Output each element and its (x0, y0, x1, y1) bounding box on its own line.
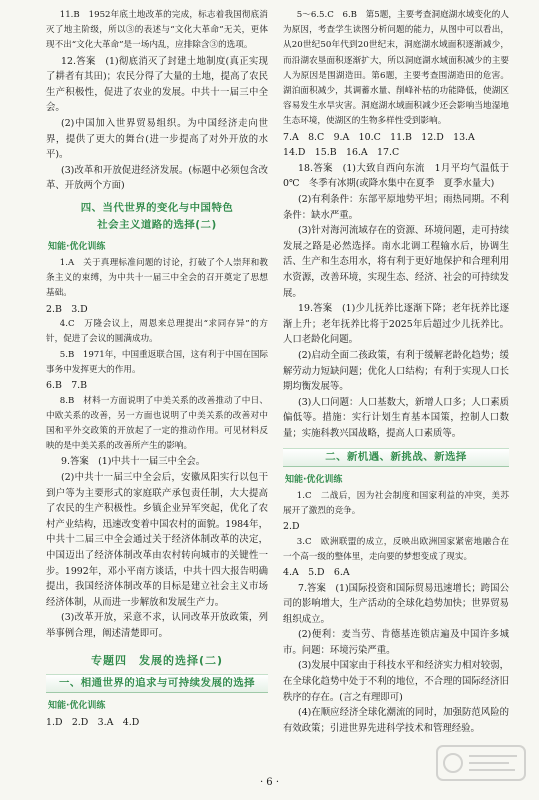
answer-paragraph: (3)人口问题：人口基数大，新增人口多；人口素质偏低等。措施：实行计划生育基本国策，控制人口数量；实施科教兴国战略，提高人口素质等。 (283, 396, 509, 439)
section-tag: 知能·优化训练 (48, 241, 106, 252)
answer-paragraph: 1.C 二战后，因为社会制度和国家利益的冲突，美苏展开了激烈的竞争。 (283, 490, 509, 516)
section-heading-line: 社会主义道路的选择(二) (97, 218, 217, 231)
answer-paragraph: 18.答案 (1)大致自西向东流 1月平均气温低于0℃ 冬季有冰期(或降水集中在夏季 夏季水量大) (283, 162, 509, 190)
answer-paragraph: 12.答案 (1)彻底消灭了封建土地制度(真正实现了耕者有其田)；农民分得了大量的土地，提高了农民生产积极性，促进了农业的发展。中共十一届三中全会。 (46, 55, 268, 114)
answer-paragraph: 19.答案 (1)少儿抚养比逐渐下降；老年抚养比逐渐上升；老年抚养比将于2025年后超过少儿抚养比。人口老龄化问题。 (283, 303, 509, 346)
answer-paragraph: (2)中共十一届三中全会后，安徽凤阳实行以包干到户等为主要形式的家庭联产承包责任制，大大提高了农民的生产积极性。乡镇企业异军突起，优化了农村产业结构，迅速改变着中国农村的面貌。1984年，中共十二届三中全会通过关于经济体制改革的决定，中国迈出了经济体制改革由农村转向城市的关键性一步。1992年，邓小平南方谈话，中共十四大报告明确提出，我国经济体制改革的目标是建立社会主义市场经济体制，从而进一步解放和发展生产力。 (46, 471, 268, 608)
answer-paragraph: 4.C 万隆会议上，周恩来总理提出“求同存异”的方针，促进了会议的圆满成功。 (46, 319, 268, 345)
answer-paragraph: (3)针对海河流域存在的资源、环境问题，走可持续发展之路是必然选择。南水北调工程输水后，协调生活、生产和生态用水，将有利于更好地保护和合理利用水资源，改善环境，实现生态、经济、社会的可持续发展。 (283, 225, 509, 299)
section-heading (46, 674, 268, 693)
section-tag: 知能·优化训练 (285, 474, 343, 485)
answer-paragraph: (2)有利条件：东部平原地势平坦；雨热同期。不利条件：缺水严重。 (283, 194, 509, 221)
section-heading-line: 二、新机遇、新挑战、新选择 (325, 450, 467, 463)
answer-paragraph: 5.B 1971年，中国重返联合国，这有利于中国在国际事务中发挥更大的作用。 (46, 349, 269, 375)
section-tag: 知能·优化训练 (48, 700, 106, 711)
answer-paragraph: (2)启动全面二孩政策，有利于缓解老龄化趋势；缓解劳动力短缺问题；优化人口结构；有利于实现人口长期均衡发展等。 (283, 349, 509, 393)
answer-paragraph: 11.B 1952年底土地改革的完成，标志着我国彻底消灭了地主阶级，所以③的表述与“文化大革命”无关，更体现不出“文化大革命”是一场内乱，应排除含③的选项。 (46, 10, 268, 51)
section-heading (46, 200, 268, 234)
answer-paragraph: (4)在顺应经济全球化潮流的同时，加强防范风险的有效政策；引进世界先进科学技术和管理经验。 (283, 707, 509, 734)
section-heading (283, 448, 509, 467)
answer-paragraph: (2)中国加入世界贸易组织。为中国经济走向世界，提供了更大的舞台(进一步提高了对外开放的水平)。 (46, 117, 268, 161)
answer-paragraph: (3)发展中国家由于科技水平和经济实力相对较弱，在全球化趋势中处于不利的地位，不合理的国际经济旧秩序的存在。(言之有理即可) (283, 660, 509, 703)
answer-paragraph: 1.A 关于真理标准问题的讨论，打破了个人崇拜和教条主义的束缚，为中共十一届三中全会的召开奠定了思想基础。 (46, 257, 268, 299)
answer-paragraph: 6.B 7.B (46, 379, 88, 391)
answer-paragraph: (3)改革开放，采意不求，认同改革开放政策，列举事例合理，阐述清楚即可。 (46, 612, 268, 639)
answer-paragraph: 4.A 5.D 6.A (283, 566, 350, 578)
section-heading-line: 四、当代世界的变化与中国特色 (80, 201, 234, 214)
answer-paragraph: 7.A 8.C 9.A 10.C 11.B 12.D 13.A (283, 131, 475, 143)
answer-paragraph: 1.D 2.D 3.A 4.D (46, 716, 140, 728)
answer-paragraph: (3)改革和开放促进经济发展。(标题中必须包含改革、开放两个方面) (46, 164, 268, 192)
page-number: · 6 · (259, 777, 280, 788)
right-column (283, 8, 509, 736)
answer-paragraph: 3.C 欧洲联盟的成立，反映出欧洲国家紧密地融合在一个高一级的整体里，走向要的梦想变成了现实。 (283, 536, 509, 562)
left-column (46, 8, 268, 730)
section-heading-line: 一、相通世界的追求与可持续发展的选择 (58, 676, 256, 689)
answer-paragraph: 2.D (283, 520, 300, 532)
answer-paragraph: 5～6.5.C 6.B 第5题，主要考查洞庭湖水域变化的人为原因，考查学生读图分析问题的能力，从图中可以看出，从20世纪50年代到20世纪末，洞庭湖水域面积逐渐减少，而沿湖农垦面积逐渐扩大，所以洞庭湖水域面积减少的主要人为原因是围湖造田。第6题，主要考查围湖造田的危害。湖泊面积减少，其调蓄水量、削峰补枯的功能降低，使湖区容易发生水旱灾害。洞庭湖水域面积减少还会影响当地湿地生态环境，使湖区的生物多样性受到影响。 (283, 10, 509, 127)
answer-paragraph: 8.B 材料一方面说明了中美关系的改善推动了中日、中欧关系的改善，另一方面也说明了中美关系的改善对中国和平外交政策的开放起了一定的推动作用。可见材料反映的是中美关系的改善所产生的影响。 (46, 395, 268, 452)
answer-paragraph: (2)便利：麦当劳、肯德基连锁店遍及中国许多城市。问题：环境污染严重。 (283, 629, 509, 656)
answer-paragraph: 2.B 3.D (46, 303, 88, 315)
watermark-logo-icon (435, 742, 527, 784)
answer-paragraph: 7.答案 (1)国际投资和国际贸易迅速增长；跨国公司的影响增大，生产活动的全球化趋势加快；世界贸易组织成立。 (283, 582, 509, 625)
answer-paragraph: 9.答案 (1)中共十一届三中全会。 (61, 456, 206, 468)
topic-title: 专题四 发展的选择(二) (90, 653, 224, 667)
answer-paragraph: 14.D 15.B 16.A 17.C (283, 147, 400, 159)
